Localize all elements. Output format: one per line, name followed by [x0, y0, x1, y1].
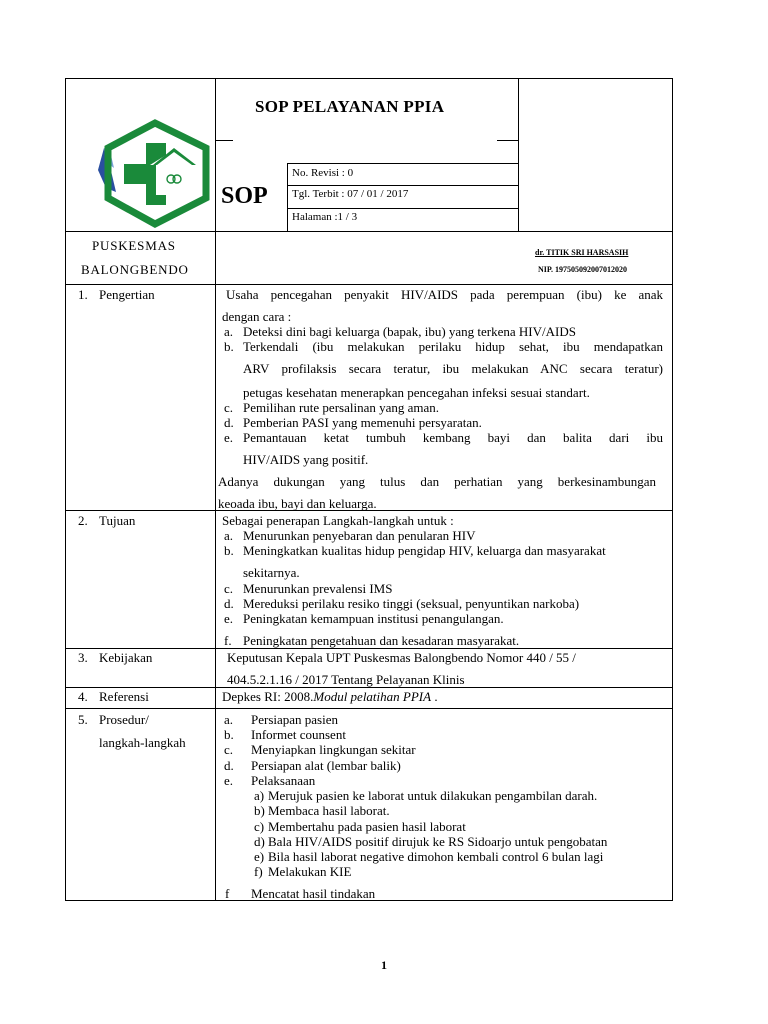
org-name-line2: BALONGBENDO: [81, 262, 189, 277]
list-marker: b.: [224, 543, 234, 558]
list-item: Pemberian PASI yang memenuhi persyaratan.: [243, 415, 482, 430]
list-item: Persiapan alat (lembar balik): [251, 758, 401, 773]
list-item: Bala HIV/AIDS positif dirujuk ke RS Sidoarjo untuk pengobatan: [268, 834, 608, 849]
list-marker: c.: [224, 581, 234, 596]
list-item: petugas kesehatan menerapkan pencegahan infeksi sesuai standart.: [243, 385, 590, 400]
list-item: Peningkatan kemampuan institusi penangulangan.: [243, 611, 504, 626]
list-marker: c.: [224, 742, 234, 757]
list-item: Pemilihan rute persalinan yang aman.: [243, 400, 440, 415]
list-item: Meningkatkan kualitas hidup pengidap HIV, keluarga dan masyarakat: [243, 543, 606, 558]
pengertian-closing: Adanya dukungan yang tulus dan perhatian yang berkesinambungan: [218, 474, 656, 489]
list-marker: d.: [224, 758, 234, 773]
list-item: Menurunkan penyebaran dan penularan HIV: [243, 528, 476, 543]
section-number: 2.: [78, 513, 88, 528]
list-item: Terkendali (ibu melakukan perilaku hidup sehat, ibu mendapatkan: [243, 339, 663, 354]
section-number: 4.: [78, 689, 88, 704]
list-marker: f): [254, 864, 263, 879]
list-item: Deteksi dini bagi keluarga (bapak, ibu) yang terkena HIV/AIDS: [243, 324, 576, 339]
list-item: sekitarnya.: [243, 565, 300, 580]
list-item: Membaca hasil laborat.: [268, 803, 390, 818]
list-marker: d): [254, 834, 265, 849]
list-marker: a): [254, 788, 265, 803]
list-marker: d.: [224, 415, 234, 430]
list-marker: f.: [224, 633, 232, 648]
section-number: 5.: [78, 712, 88, 727]
list-item: Menyiapkan lingkungan sekitar: [251, 742, 416, 757]
section-number: 3.: [78, 650, 88, 665]
list-marker: b): [254, 803, 265, 818]
signer-name: dr. TITIK SRI HARSASIH: [535, 248, 629, 257]
page-count: Halaman :1 / 3: [292, 211, 358, 223]
list-item: Mereduksi perilaku resiko tinggi (seksual, penyuntikan narkoba): [243, 596, 580, 611]
list-marker: b.: [224, 727, 234, 742]
list-item: HIV/AIDS yang positif.: [243, 452, 369, 467]
sop-label: SOP: [221, 183, 268, 209]
signer-nip: NIP. 197505092007012020: [538, 265, 628, 274]
list-item: Merujuk pasien ke laborat untuk dilakukan pengambilan darah.: [268, 788, 598, 803]
list-item: Melakukan KIE: [268, 864, 352, 879]
list-item: ARV profilaksis secara teratur, ibu melakukan ANC secara teratur): [243, 361, 663, 376]
list-item: Pemantauan ketat tumbuh kembang bayi dan balita dari ibu: [243, 430, 663, 445]
list-item: Membertahu pada pasien hasil laborat: [268, 819, 466, 834]
list-marker: e.: [224, 430, 234, 445]
referensi-text: [222, 689, 438, 705]
kebijakan-line2: 404.5.2.1.16 / 2017 Tentang Pelayanan Klinis: [227, 672, 465, 687]
pengertian-intro-cont: dengan cara :: [222, 309, 292, 324]
section-label-prosedur: Prosedur/: [99, 712, 149, 727]
list-item: Peningkatan pengetahuan dan kesadaran masyarakat.: [243, 633, 520, 648]
list-marker: e.: [224, 611, 234, 626]
list-item: Informet counsent: [251, 727, 346, 742]
list-item: Bila hasil laborat negative dimohon kembali control 6 bulan lagi: [268, 849, 604, 864]
org-name-line1: PUSKESMAS: [92, 238, 176, 253]
referensi-end: .: [431, 689, 438, 704]
page-number: 1: [381, 958, 387, 972]
list-marker: e.: [224, 773, 234, 788]
section-label-tujuan: Tujuan: [99, 513, 136, 528]
list-marker: e): [254, 849, 265, 864]
list-item: Persiapan pasien: [251, 712, 339, 727]
pengertian-closing-cont: keoada ibu, bayi dan keluarga.: [218, 496, 377, 511]
list-marker: d.: [224, 596, 234, 611]
tujuan-intro: Sebagai penerapan Langkah-langkah untuk :: [222, 513, 454, 528]
pengertian-intro: Usaha pencegahan penyakit HIV/AIDS pada perempuan (ibu) ke anak: [226, 287, 663, 302]
list-marker: c.: [224, 400, 234, 415]
section-label-prosedur-cont: langkah-langkah: [99, 735, 186, 750]
list-marker: b.: [224, 339, 234, 354]
list-item: Pelaksanaan: [251, 773, 316, 788]
puskesmas-logo: [96, 118, 214, 230]
list-marker: a.: [224, 324, 234, 339]
section-label-pengertian: Pengertian: [99, 287, 155, 302]
list-item: Menurunkan prevalensi IMS: [243, 581, 393, 596]
revision-number: No. Revisi : 0: [292, 167, 354, 179]
section-label-referensi: Referensi: [99, 689, 149, 704]
list-marker: c): [254, 819, 265, 834]
list-marker: a.: [224, 712, 234, 727]
list-item: Mencatat hasil tindakan: [251, 886, 376, 901]
kebijakan-line1: Keputusan Kepala UPT Puskesmas Balongbendo Nomor 440 / 55 /: [227, 650, 576, 665]
section-label-kebijakan: Kebijakan: [99, 650, 153, 665]
list-marker: a.: [224, 528, 234, 543]
list-marker: f: [225, 886, 230, 901]
referensi-source: Depkes RI: 2008.: [222, 689, 314, 704]
issue-date: Tgl. Terbit : 07 / 01 / 2017: [292, 188, 409, 200]
section-number: 1.: [78, 287, 88, 302]
referensi-title: Modul pelatihan PPIA: [313, 689, 432, 704]
document-title: SOP PELAYANAN PPIA: [255, 97, 445, 116]
